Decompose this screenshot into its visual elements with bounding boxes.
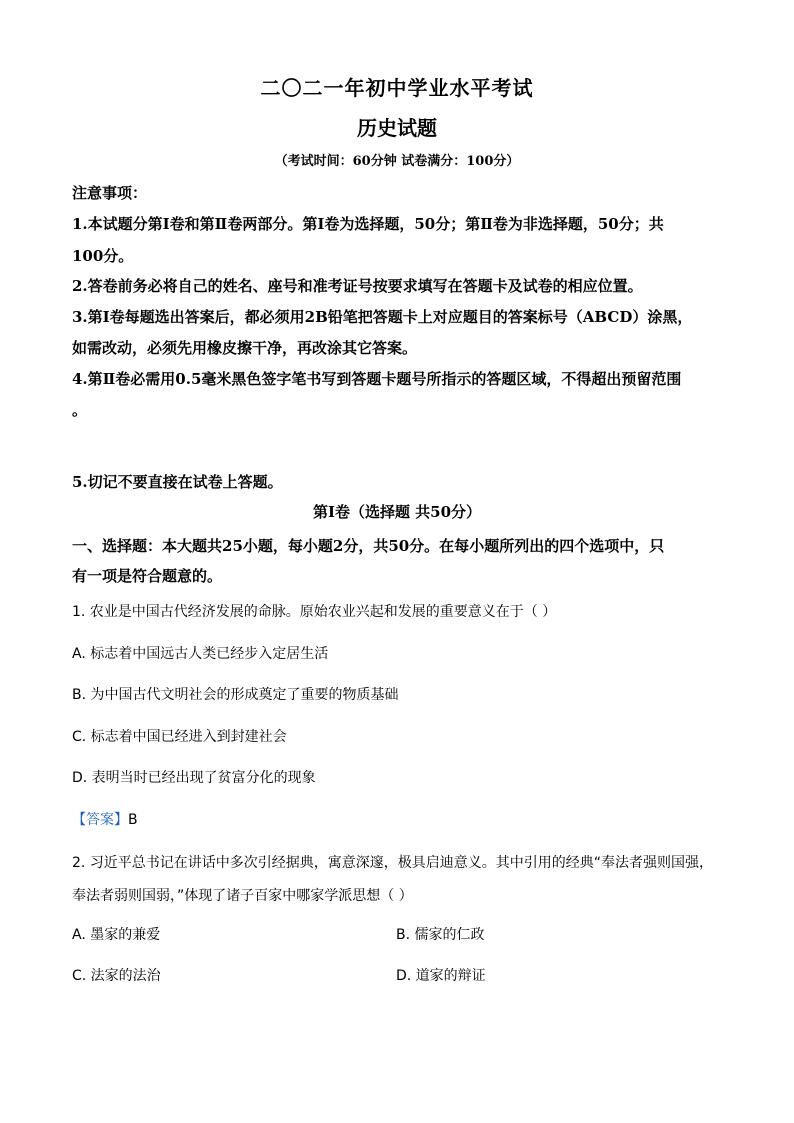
question-1-option-c: C. 标志着中国已经进入到封建社会: [72, 729, 287, 745]
question-2-option-d: D. 道家的辩证: [396, 968, 486, 984]
answer-value: B: [128, 812, 138, 828]
question-1-answer: [72, 810, 138, 830]
part1-instruction-line-1: 一、选择题：本大题共25小题，每小题2分，共50分。在每小题所列出的四个选项中，只: [72, 537, 665, 555]
note-item-4-line-1: 4.第Ⅱ卷必需用0.5毫米黑色签字笔书写到答题卡题号所指示的答题区域，不得超出预留范围: [72, 370, 682, 388]
question-2-option-b: B. 儒家的仁政: [396, 927, 485, 943]
notes-heading: 注意事项：: [72, 184, 148, 202]
note-item-3-line-1: 3.第Ⅰ卷每题选出答案后，都必须用2B铅笔把答题卡上对应题目的答案标号（ABCD）涂黑，: [72, 308, 693, 326]
question-2-option-c: C. 法家的法治: [72, 968, 161, 984]
part1-instruction-line-2: 有一项是符合题意的。: [72, 567, 223, 585]
note-item-1-line-1: 1.本试题分第Ⅰ卷和第Ⅱ卷两部分。第Ⅰ卷为选择题，50分；第Ⅱ卷为非选择题，50分；共: [72, 215, 664, 233]
exam-title: 二〇二一年初中学业水平考试: [260, 76, 534, 100]
question-2-stem-line-1: 2. 习近平总书记在讲话中多次引经据典，寓意深邃，极具启迪意义。其中引用的经典“奉法者强则国强，: [72, 855, 714, 871]
exam-info: （考试时间：60分钟 试卷满分：100分）: [274, 154, 520, 169]
note-item-1-line-2: 100分。: [72, 247, 134, 265]
part1-title: 第Ⅰ卷（选择题 共50分）: [312, 503, 482, 521]
answer-tag: 【答案】: [72, 812, 128, 828]
question-2-stem-line-2: 奉法者弱则国弱，”体现了诸子百家中哪家学派思想（ ）: [72, 888, 413, 904]
note-item-5: 5.切记不要直接在试卷上答题。: [72, 473, 283, 491]
question-2-option-a: A. 墨家的兼爱: [72, 927, 161, 943]
question-1-option-a: A. 标志着中国远古人类已经步入定居生活: [72, 646, 329, 662]
note-item-3-line-2: 如需改动，必须先用橡皮擦干净，再改涂其它答案。: [72, 339, 418, 357]
note-item-2: 2.答卷前务必将自己的姓名、座号和准考证号按要求填写在答题卡及试卷的相应位置。: [72, 277, 643, 295]
note-item-4-line-2: 。: [72, 401, 88, 419]
subject-title: 历史试题: [357, 116, 437, 140]
question-1-option-d: D. 表明当时已经出现了贫富分化的现象: [72, 770, 316, 786]
question-1-stem: 1. 农业是中国古代经济发展的命脉。原始农业兴起和发展的重要意义在于（ ）: [72, 604, 557, 620]
question-1-option-b: B. 为中国古代文明社会的形成奠定了重要的物质基础: [72, 687, 399, 703]
